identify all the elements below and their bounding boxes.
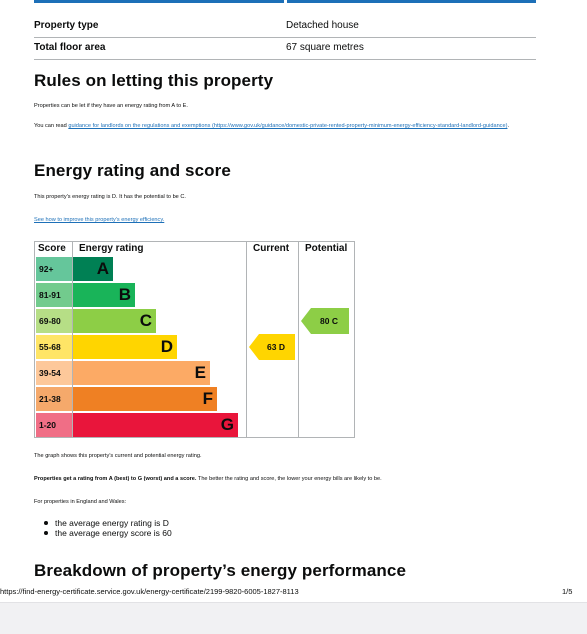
epc-band-score-e: 39-54: [36, 361, 72, 385]
summary-value: 67 square metres: [286, 42, 364, 53]
table-top-border-gap: [284, 0, 287, 3]
rating-explanation-bold: Properties get a rating from A (best) to G (worst) and a score.: [34, 476, 197, 482]
epc-header-current: Current: [253, 243, 290, 254]
epc-band-bar-b: [73, 283, 135, 307]
letting-intro: Properties can be let if they have an energy rating from A to E.: [34, 103, 188, 109]
print-footer-url: https://find-energy-certificate.service.gov.uk/energy-certificate/2199-9820-6005-1827-8113: [0, 587, 299, 596]
epc-band-letter: C: [139, 311, 152, 330]
epc-band-letter: D: [160, 337, 173, 356]
letting-read-suffix: .: [507, 123, 510, 129]
potential-rating-arrow: [301, 308, 349, 334]
letting-heading: Rules on letting this property: [34, 71, 274, 90]
epc-band-letter: A: [96, 259, 109, 278]
epc-band-letter: B: [118, 285, 131, 304]
current-rating-arrow-label: 63 D: [267, 342, 285, 352]
epc-band-score-a: 92+: [36, 257, 72, 281]
improve-efficiency-link[interactable]: See how to improve this property’s energy efficiency.: [34, 217, 165, 223]
energy-summary: This property’s energy rating is D. It has the potential to be C.: [34, 194, 186, 200]
epc-header-potential: Potential: [305, 243, 348, 254]
viewer-bottom-strip: [0, 602, 587, 634]
summary-key: Total floor area: [34, 42, 106, 53]
landlord-guidance-link[interactable]: guidance for landlords on the regulations and exemptions (https://www.gov.uk/guidance/domestic-private-rented-property-minimum-energy-efficiency-standard-landlord-guidance): [68, 123, 508, 129]
rating-explanation: [34, 476, 382, 484]
viewer-bottom-strip-edge: [0, 602, 587, 603]
epc-band-letter: G: [220, 415, 234, 434]
chart-caption: The graph shows this property’s current and potential energy rating.: [34, 453, 202, 459]
epc-band-bar-e: [73, 361, 210, 385]
current-rating-arrow: [249, 334, 295, 360]
epc-rating-chart: [34, 241, 355, 438]
epc-band-score-g: 1-20: [36, 413, 72, 437]
summary-value: Detached house: [286, 20, 359, 31]
epc-band-bar-a: [73, 257, 113, 281]
epc-band-bar-f: [73, 387, 217, 411]
epc-band-bar-d: [73, 335, 177, 359]
energy-heading: Energy rating and score: [34, 161, 231, 180]
epc-divider-current: [246, 242, 247, 437]
letting-read-prefix: You can read: [34, 123, 69, 129]
epc-band-letter: F: [202, 389, 213, 408]
improve-efficiency-paragraph: [34, 217, 164, 225]
epc-band-letter: E: [194, 363, 206, 382]
epc-band-score-b: 81-91: [36, 283, 72, 307]
letting-guidance-paragraph: [34, 123, 534, 131]
epc-band-score-d: 55-68: [36, 335, 72, 359]
epc-header-score: Score: [38, 243, 66, 254]
epc-band-bar-c: [73, 309, 156, 333]
breakdown-heading: Breakdown of property’s energy performance: [34, 561, 406, 580]
list-item: the average energy rating is D: [34, 518, 172, 528]
epc-divider-potential: [298, 242, 299, 437]
epc-band-score-c: 69-80: [36, 309, 72, 333]
rating-explanation-rest: The better the rating and score, the lower your energy bills are likely to be.: [196, 476, 382, 482]
summary-row-floor-area: [34, 37, 536, 60]
epc-header-rating: Energy rating: [79, 243, 144, 254]
potential-rating-arrow-label: 80 C: [320, 316, 338, 326]
summary-row-property-type: [34, 15, 536, 38]
summary-key: Property type: [34, 20, 99, 31]
list-item: the average energy score is 60: [34, 528, 172, 538]
region-intro: For properties in England and Wales:: [34, 499, 127, 505]
average-ratings-list: [34, 518, 172, 538]
epc-band-score-f: 21-38: [36, 387, 72, 411]
epc-band-bar-g: [73, 413, 238, 437]
print-footer-page-number: 1/5: [562, 587, 573, 596]
